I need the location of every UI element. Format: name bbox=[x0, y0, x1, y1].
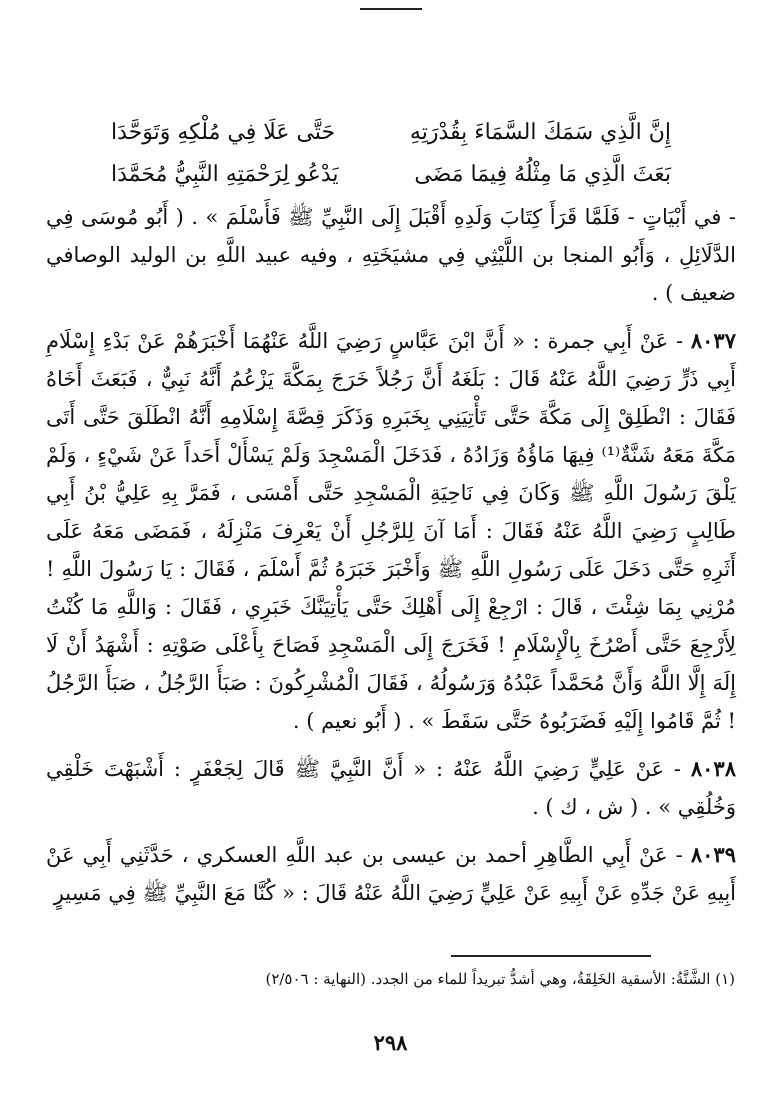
footnote-separator bbox=[451, 955, 651, 957]
verse-second-hemistich: حَتَّى عَلَا فِي مُلْكِهِ وَتَوَحَّدَا bbox=[111, 120, 336, 145]
paragraph-text: - عَنْ عَلِيٍّ رَضِيَ اللَّهُ عَنْهُ : « أَنَّ النَّبِيَّ ﷺ قَالَ لِجَعْفَرٍ : أَشْبَهْتَ خَلْقِي وَخُلُقِي » . ( ش ، ك ) . bbox=[46, 757, 736, 819]
verse-first-hemistich: بَعَثَ الَّذِي مَا مِثْلُهُ فِيمَا مَضَى bbox=[414, 162, 671, 187]
verse-first-hemistich: إِنَّ الَّذِي سَمَكَ السَّمَاءَ بِقُدْرَتِهِ bbox=[409, 120, 671, 145]
page-number: ٢٩٨ bbox=[373, 1030, 408, 1055]
hadith-number: ٨٠٣٩ bbox=[690, 842, 736, 867]
hadith-number: ٨٠٣٨ bbox=[690, 756, 736, 781]
poem-verses bbox=[111, 112, 671, 196]
verse-line bbox=[111, 112, 671, 154]
page-body bbox=[46, 112, 736, 922]
paragraph-continuation bbox=[46, 198, 736, 312]
verse-second-hemistich: يَدْعُو لِرَحْمَتِهِ النَّبِيُّ مُحَمَّدَا bbox=[111, 162, 339, 187]
paragraph-text: - في أَبْيَاتٍ - فَلَمَّا قَرَأَ كِتَابَ وَلَدِهِ أَقْبَلَ إِلَى النَّبِيِّ ﷺ فَأَسْلَمَ » . ( أَبُو مُوسَى فِي الدَّلَائِلِ ، وَأَبُو المنجا بن اللَّيْثِي فِي مشيَخَتِهِ ، وفيه عبيد اللَّهِ بن الوليد الوصافي ضعيف ) . bbox=[46, 205, 736, 305]
paragraph-text: - عَنْ أَبِي جمرة : « أَنَّ ابْنَ عَبَّاسٍ رَضِيَ اللَّهُ عَنْهُمَا أَخْبَرَهُمْ عَنْ بَدْءِ إِسْلَامِ أَبِي ذَرٍّ رَضِيَ اللَّهُ عَنْهُ قَالَ : بَلَغَهُ أَنَّ رَجُلاً خَرَجَ بِمَكَّةَ يَزْعُمُ أَنَّهُ نَبِيٌّ ، فَبَعَثَ أَخَاهُ فَقَالَ : انْطَلِقْ إِلَى مَكَّةَ حَتَّى تَأْتِيَنِي بِخَبَرِهِ وَذَكَرَ قِصَّةَ إِسْلَامِهِ أَنَّهُ انْطَلَقَ حَتَّى أَتَى مَكَّةَ مَعَهُ شَنَّةٌ⁽¹⁾ فِيهَا مَاؤُهُ وَزَادُهُ ، فَدَخَلَ الْمَسْجِدَ وَلَمْ يَسْأَلْ أَحَداً عَنْ شَيْءٍ ، وَلَمْ يَلْقَ رَسُولَ اللَّهِ ﷺ وَكَانَ فِي نَاحِيَةِ الْمَسْجِدِ حَتَّى أَمْسَى ، فَمَرَّ بِهِ عَلِيُّ بْنُ أَبِي طَالِبٍ رَضِيَ اللَّهُ عَنْهُ فَقَالَ : أَمَا آنَ لِلرَّجُلِ أَنْ يَعْرِفَ مَنْزِلَهُ ، فَمَضَى مَعَهُ عَلَى أَثَرِهِ حَتَّى دَخَلَ عَلَى رَسُولِ اللَّهِ ﷺ وَأَخْبَرَ خَبَرَهُ ثُمَّ أَسْلَمَ ، فَقَالَ : يَا رَسُولَ اللَّهِ ! مُرْنِي بِمَا شِئْتَ ، قَالَ : ارْجِعْ إِلَى أَهْلِكَ حَتَّى يَأْتِيَنَّكَ خَبَرِي ، فَقَالَ : وَاللَّهِ مَا كُنْتُ لِأَرْجِعَ حَتَّى أَصْرُخَ بِالْإِسْلَامِ ! فَخَرَجَ إِلَى الْمَسْجِدِ فَصَاحَ بِأَعْلَى صَوْتِهِ : أَشْهَدُ أَنْ لَا إِلَهَ إِلَّا اللَّهُ وَأَنَّ مُحَمَّداً عَبْدُهُ وَرَسُولُهُ ، فَقَالَ الْمُشْرِكُونَ : صَبَأَ الرَّجُلُ ، صَبَأَ الرَّجُلُ ! ثُمَّ قَامُوا إِلَيْهِ فَضَرَبُوهُ حَتَّى سَقَطَ » . ( أَبُو نعيم ) . bbox=[46, 329, 736, 733]
verse-line bbox=[111, 154, 671, 196]
hadith-paragraph bbox=[46, 322, 736, 740]
hadith-paragraph bbox=[46, 750, 736, 826]
hadith-paragraph bbox=[46, 836, 736, 912]
hadith-number: ٨٠٣٧ bbox=[690, 328, 736, 353]
footnote: (١) الشَّنَّةُ: الأسقية الخَلِقَةُ، وهي أشدُّ تبريداً للماء من الجدد. (النهاية : ٢/٥٠٦) bbox=[265, 970, 735, 988]
top-rule bbox=[360, 8, 422, 10]
paragraph-text: - عَنْ أَبِي الطَّاهِرِ أحمد بن عيسى بن عبد اللَّهِ العسكري ، حَدَّثَنِي أَبِي عَنْ أَبِيهِ عَنْ جَدِّهِ عَنْ أَبِيهِ عَنْ عَلِيٍّ رَضِيَ اللَّهُ عَنْهُ قَالَ : « كُنَّا مَعَ النَّبِيِّ ﷺ فِي مَسِيرٍ bbox=[46, 843, 736, 905]
